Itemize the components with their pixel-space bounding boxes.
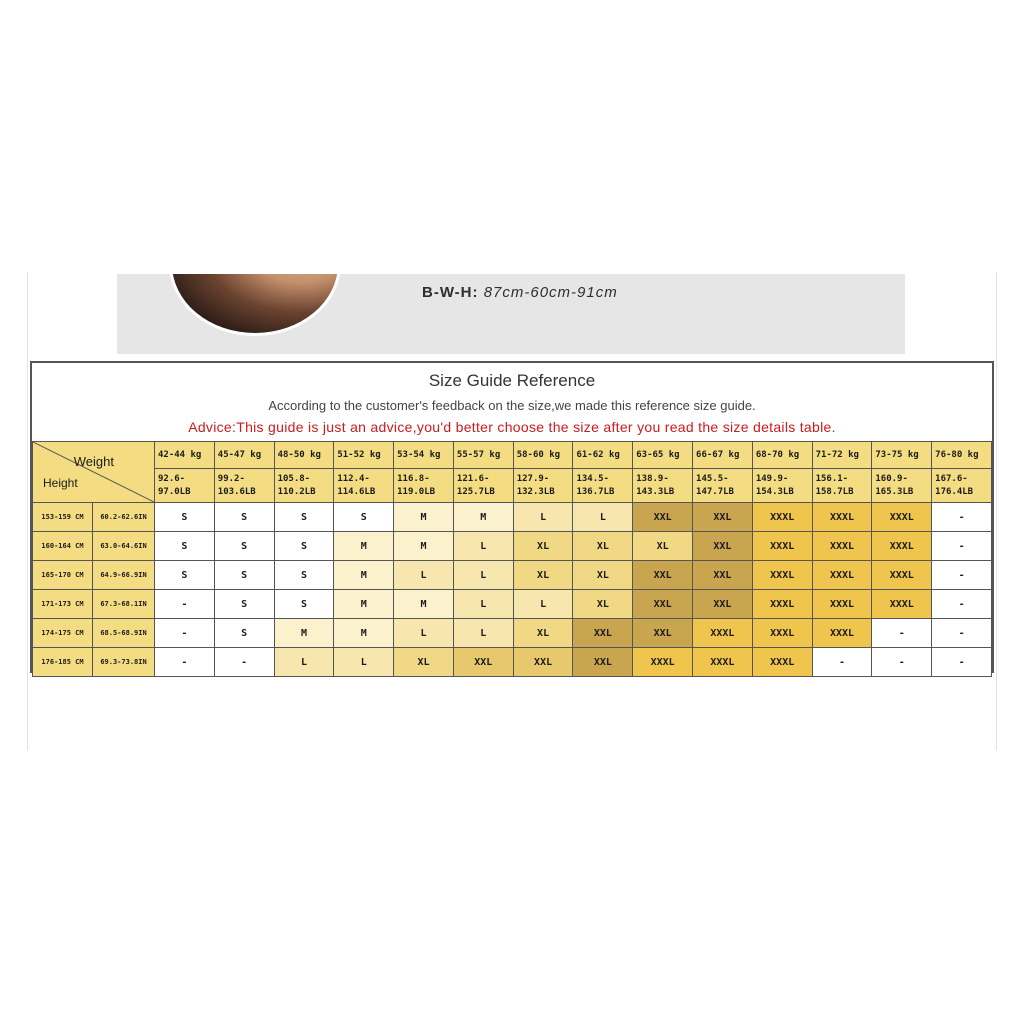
weight-kg-cell: 42-44 kg [155,442,215,469]
size-cell: S [274,590,334,619]
weight-lb-cell [394,469,454,503]
size-cell: M [394,532,454,561]
size-cell: - [812,648,872,677]
height-cm-cell: 160-164 CM [33,532,93,561]
table-row [33,561,992,590]
size-cell: - [932,590,992,619]
guide-advice: Advice:This guide is just an advice,you'd better choose the size after you read the size details table. [188,419,836,435]
size-cell: XXL [693,561,753,590]
guide-subtitle: According to the customer's feedback on the size,we made this reference size guide. [268,398,756,413]
weight-lb-cell [872,469,932,503]
corner-wrap [33,442,154,502]
weight-lb-end: 110.2LB [277,486,316,497]
size-cell: L [394,561,454,590]
weight-lb-cell [573,469,633,503]
weight-lb-cell [155,469,215,503]
weight-lb-start: 167.6- [935,473,968,484]
weight-lb-end: 143.3LB [636,486,675,497]
weight-axis-label: Weight [73,454,114,469]
size-cell: XXL [633,561,693,590]
weight-kg-cell: 71-72 kg [812,442,872,469]
weight-lb-end: 147.7LB [696,486,734,497]
size-cell: - [932,561,992,590]
weight-lb-end: 114.6LB [337,486,376,497]
size-cell: L [513,503,573,532]
size-cell: S [214,619,274,648]
size-cell: XXXL [812,619,872,648]
height-axis-label: Height [43,476,78,490]
weight-kg-cell: 51-52 kg [334,442,394,469]
weight-lb-start: 127.9- [516,473,550,484]
size-cell: XXXL [872,503,932,532]
size-cell: S [274,561,334,590]
size-cell: XL [394,648,454,677]
size-cell: S [155,532,215,561]
size-guide [30,361,994,673]
size-cell: XXL [513,648,573,677]
weight-lb-end: 132.3LB [516,486,555,497]
height-cm-cell: 174-175 CM [33,619,93,648]
size-cell: L [334,648,394,677]
weight-lb-start: 105.8- [277,473,311,484]
size-cell: XXXL [752,648,812,677]
size-cell: XL [513,619,573,648]
weight-lb-start: 134.5- [576,473,609,484]
corner-cell [33,442,155,503]
weight-lb-end: 97.0LB [158,486,191,497]
size-cell: - [214,648,274,677]
weight-lb-start: 138.9- [636,473,669,484]
table-row [33,648,992,677]
size-cell: XL [633,532,693,561]
weight-kg-cell: 68-70 kg [752,442,812,469]
weight-lb-start: 99.2- [217,473,245,484]
size-cell: S [214,532,274,561]
weight-lb-end: 103.6LB [217,486,256,497]
size-cell: L [274,648,334,677]
height-cm-cell: 165-170 CM [33,561,93,590]
size-cell: - [932,532,992,561]
size-cell: M [334,561,394,590]
table-row [33,532,992,561]
weight-lb-cell [274,469,334,503]
corner-diagonal [33,442,154,502]
size-cell: XXXL [752,590,812,619]
weight-lb-end: 165.3LB [875,486,914,497]
weight-lb-start: 156.1- [815,473,849,484]
size-cell: XL [573,590,633,619]
height-cm-cell: 153-159 CM [33,503,93,532]
size-cell: L [573,503,633,532]
size-cell: - [932,503,992,532]
weight-kg-cell: 45-47 kg [214,442,274,469]
size-cell: XXXL [752,503,812,532]
weight-lb-end: 125.7LB [456,486,495,497]
size-cell: XXL [693,532,753,561]
weight-kg-row [33,442,992,469]
size-cell: L [394,619,454,648]
table-row [33,590,992,619]
size-cell: S [334,503,394,532]
weight-lb-start: 160.9- [875,473,908,484]
height-cm-cell: 176-185 CM [33,648,93,677]
size-cell: S [274,503,334,532]
size-cell: S [155,503,215,532]
weight-lb-end: 158.7LB [815,486,854,497]
size-cell: XXXL [812,590,872,619]
guide-title: Size Guide Reference [428,371,596,390]
size-cell: XXXL [633,648,693,677]
size-cell: M [334,532,394,561]
size-cell: M [334,619,394,648]
weight-lb-end: 176.4LB [935,486,974,497]
size-cell: - [872,619,932,648]
height-in-cell: 63.0-64.6IN [93,532,155,561]
size-cell: - [155,590,215,619]
weight-lb-cell [453,469,513,503]
size-cell: XXXL [752,532,812,561]
weight-lb-start: 149.9- [755,473,789,484]
height-in-cell: 64.9-66.9IN [93,561,155,590]
weight-lb-end: 136.7LB [576,486,615,497]
size-cell: - [932,619,992,648]
height-cm-cell: 171-173 CM [33,590,93,619]
size-cell: XXXL [812,532,872,561]
model-measurements [422,284,618,301]
size-cell: - [872,648,932,677]
weight-lb-start: 112.4- [337,473,370,484]
weight-kg-cell: 73-75 kg [872,442,932,469]
size-cell: XXL [633,619,693,648]
size-cell: XXL [693,503,753,532]
weight-lb-cell [812,469,872,503]
weight-kg-cell: 55-57 kg [453,442,513,469]
bwh-value: 87cm-60cm-91cm [483,284,618,301]
size-cell: XXXL [872,532,932,561]
size-cell: L [453,561,513,590]
weight-lb-end: 154.3LB [755,486,794,497]
size-cell: XL [513,532,573,561]
size-cell: L [453,619,513,648]
bwh-label: B-W-H: [422,284,479,301]
weight-kg-cell: 58-60 kg [513,442,573,469]
weight-lb-cell [693,469,753,503]
size-cell: XL [513,561,573,590]
size-cell: M [274,619,334,648]
size-cell: S [214,561,274,590]
size-cell: - [155,648,215,677]
weight-kg-cell: 63-65 kg [633,442,693,469]
size-cell: XXXL [872,561,932,590]
size-cell: S [274,532,334,561]
weight-kg-cell: 76-80 kg [932,442,992,469]
weight-lb-start: 116.8- [397,473,430,484]
model-photo [169,274,341,336]
weight-lb-start: 121.6- [456,473,490,484]
size-cell: M [394,503,454,532]
size-cell: - [155,619,215,648]
frame-right-border [996,272,997,750]
size-cell: L [513,590,573,619]
table-row [33,619,992,648]
size-cell: S [155,561,215,590]
weight-lb-cell [214,469,274,503]
weight-lb-start: 92.6- [158,473,186,484]
size-cell: L [453,590,513,619]
weight-lb-row [33,469,992,503]
weight-lb-cell [513,469,573,503]
size-cell: XXL [633,503,693,532]
size-cell: M [394,590,454,619]
weight-lb-cell [334,469,394,503]
weight-kg-cell: 61-62 kg [573,442,633,469]
size-cell: XXXL [812,503,872,532]
size-cell: XXL [573,619,633,648]
weight-kg-cell: 66-67 kg [693,442,753,469]
model-banner [117,274,905,354]
size-cell: XXXL [693,619,753,648]
size-cell: XXL [573,648,633,677]
weight-lb-end: 119.0LB [397,486,436,497]
size-cell: S [214,503,274,532]
size-cell: M [453,503,513,532]
size-cell: XXXL [812,561,872,590]
table-row [33,503,992,532]
size-cell: L [453,532,513,561]
size-cell: XXL [633,590,693,619]
size-cell: XL [573,561,633,590]
weight-lb-start: 145.5- [696,473,729,484]
weight-kg-cell: 53-54 kg [394,442,454,469]
size-cell: XXL [693,590,753,619]
size-cell: XXXL [752,619,812,648]
weight-lb-cell [932,469,992,503]
size-cell: S [214,590,274,619]
size-cell: XXL [453,648,513,677]
weight-lb-cell [752,469,812,503]
size-cell: XXXL [752,561,812,590]
height-in-cell: 60.2-62.6IN [93,503,155,532]
height-in-cell: 69.3-73.8IN [93,648,155,677]
weight-lb-cell [633,469,693,503]
weight-kg-cell: 48-50 kg [274,442,334,469]
size-cell: XXXL [872,590,932,619]
frame-left-border [27,272,28,750]
height-in-cell: 67.3-68.1IN [93,590,155,619]
size-cell: - [932,648,992,677]
size-cell: XL [573,532,633,561]
height-in-cell: 68.5-68.9IN [93,619,155,648]
size-cell: XXXL [693,648,753,677]
size-cell: M [334,590,394,619]
size-table [32,441,992,677]
